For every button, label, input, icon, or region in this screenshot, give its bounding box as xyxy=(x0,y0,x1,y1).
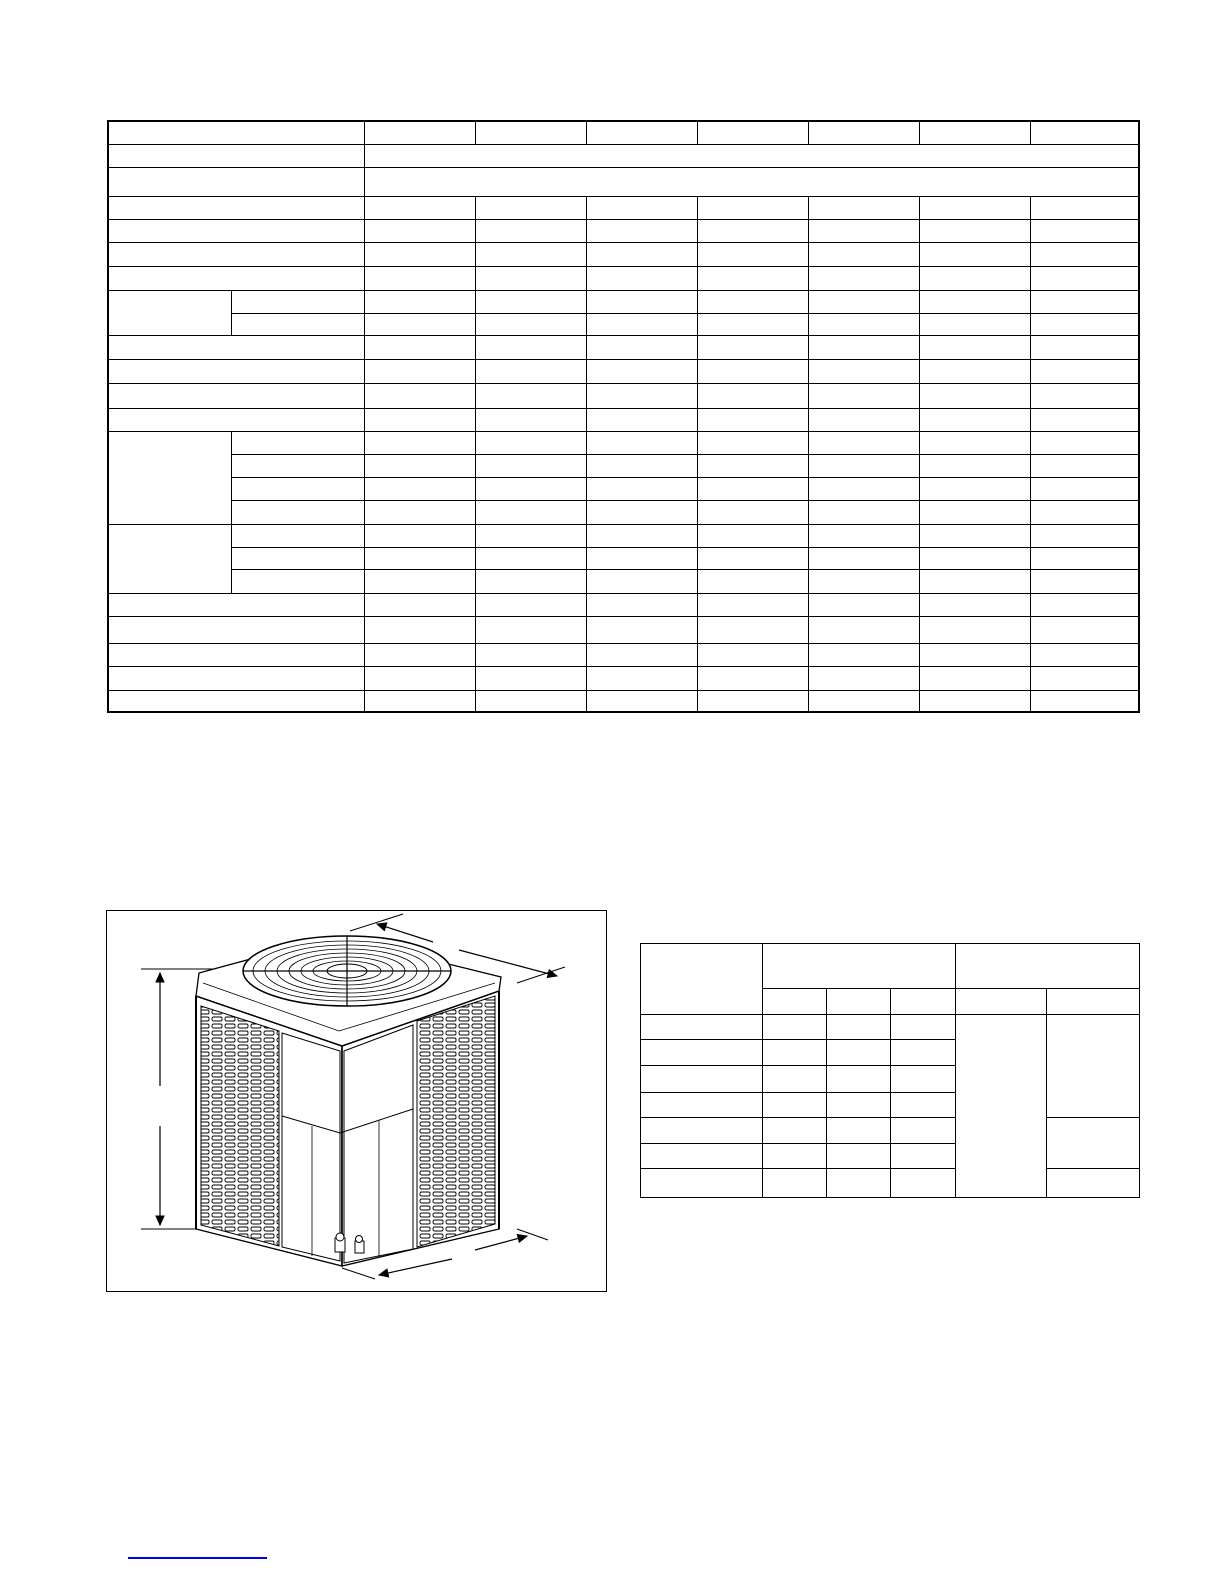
table-row xyxy=(108,431,1139,454)
table-cell xyxy=(1030,408,1139,431)
table-group-cell xyxy=(108,524,231,593)
table-cell xyxy=(808,643,919,666)
table-cell xyxy=(919,313,1030,335)
table-cell xyxy=(108,266,364,290)
table-cell xyxy=(808,616,919,643)
table-cell xyxy=(697,408,808,431)
table-cell xyxy=(231,290,364,313)
table-cell xyxy=(586,408,697,431)
table-cell xyxy=(586,359,697,383)
table-row xyxy=(108,477,1139,500)
table-cell xyxy=(919,242,1030,266)
table-cell xyxy=(919,408,1030,431)
table-cell xyxy=(919,500,1030,524)
table-cell xyxy=(1030,121,1139,144)
table-row xyxy=(108,690,1139,712)
table-cell xyxy=(1030,359,1139,383)
table-cell xyxy=(919,524,1030,547)
table-cell xyxy=(919,643,1030,666)
table-cell xyxy=(891,1143,956,1168)
table-cell xyxy=(808,242,919,266)
table-header-cell xyxy=(763,989,827,1015)
table-cell xyxy=(919,359,1030,383)
table-cell xyxy=(697,690,808,712)
table-cell xyxy=(827,1015,891,1040)
table-cell xyxy=(919,666,1030,690)
table-header-cell xyxy=(956,989,1047,1015)
table-cell xyxy=(697,477,808,500)
table-cell xyxy=(1030,335,1139,359)
table-cell xyxy=(919,616,1030,643)
table-cell xyxy=(1030,616,1139,643)
table-cell xyxy=(891,1168,956,1197)
table-cell xyxy=(697,196,808,219)
table-cell xyxy=(1030,547,1139,569)
table-cell xyxy=(641,1015,763,1040)
table-cell xyxy=(475,477,586,500)
table-cell xyxy=(364,524,475,547)
table-cell xyxy=(1047,1015,1140,1117)
table-cell xyxy=(475,242,586,266)
table-cell xyxy=(891,1066,956,1092)
table-cell xyxy=(808,335,919,359)
table-row xyxy=(108,219,1139,242)
table-row xyxy=(108,593,1139,616)
table-cell xyxy=(1030,643,1139,666)
table-cell xyxy=(586,242,697,266)
table-cell xyxy=(697,242,808,266)
table-cell xyxy=(364,359,475,383)
table-cell xyxy=(364,454,475,477)
table-cell xyxy=(827,1066,891,1092)
table-row xyxy=(108,500,1139,524)
table-cell xyxy=(475,383,586,408)
table-cell xyxy=(919,219,1030,242)
table-cell xyxy=(475,313,586,335)
table-cell xyxy=(475,690,586,712)
dimension-table xyxy=(640,943,1140,1198)
table-cell xyxy=(641,1117,763,1143)
table-row xyxy=(108,359,1139,383)
table-row xyxy=(108,121,1139,144)
table-cell xyxy=(697,524,808,547)
table-cell xyxy=(364,408,475,431)
table-header-cell xyxy=(891,989,956,1015)
table-cell xyxy=(475,335,586,359)
table-cell xyxy=(586,121,697,144)
table-cell xyxy=(827,1168,891,1197)
table-cell xyxy=(108,408,364,431)
table-group-cell xyxy=(108,431,231,524)
table-cell xyxy=(586,569,697,593)
table-cell xyxy=(364,643,475,666)
table-cell xyxy=(1047,1168,1140,1197)
table-cell xyxy=(475,500,586,524)
table-cell xyxy=(231,547,364,569)
table-row xyxy=(108,616,1139,643)
table-cell xyxy=(586,524,697,547)
table-cell xyxy=(108,144,364,167)
table-cell xyxy=(364,383,475,408)
table-cell xyxy=(891,1015,956,1040)
table-cell xyxy=(231,477,364,500)
table-cell xyxy=(364,196,475,219)
table-cell xyxy=(1030,690,1139,712)
table-header-row xyxy=(641,944,1140,989)
table-cell xyxy=(231,569,364,593)
fan-grille-icon xyxy=(243,936,451,1006)
table-cell xyxy=(919,690,1030,712)
table-cell xyxy=(919,290,1030,313)
table-cell xyxy=(1030,242,1139,266)
table-header-cell xyxy=(641,944,763,1015)
table-cell xyxy=(586,593,697,616)
table-cell xyxy=(808,196,919,219)
table-cell xyxy=(364,313,475,335)
table-cell xyxy=(364,242,475,266)
table-cell xyxy=(763,1040,827,1066)
table-cell xyxy=(364,547,475,569)
table-cell xyxy=(763,1015,827,1040)
table-cell xyxy=(1030,666,1139,690)
unit-dimensions-figure xyxy=(106,910,607,1292)
table-cell xyxy=(475,666,586,690)
table-row xyxy=(108,196,1139,219)
table-cell xyxy=(475,266,586,290)
table-row xyxy=(108,569,1139,593)
table-cell xyxy=(919,335,1030,359)
table-cell xyxy=(231,431,364,454)
table-cell xyxy=(808,477,919,500)
table-cell xyxy=(891,1092,956,1117)
table-cell xyxy=(475,593,586,616)
table-row xyxy=(108,313,1139,335)
table-cell xyxy=(108,219,364,242)
table-cell xyxy=(919,569,1030,593)
table-header-cell xyxy=(827,989,891,1015)
table-cell xyxy=(697,290,808,313)
table-cell xyxy=(108,359,364,383)
table-cell xyxy=(364,431,475,454)
table-cell xyxy=(108,616,364,643)
table-cell xyxy=(231,524,364,547)
table-cell xyxy=(808,431,919,454)
table-cell xyxy=(475,616,586,643)
table-cell xyxy=(697,266,808,290)
table-cell xyxy=(364,144,1139,167)
table-cell xyxy=(475,524,586,547)
table-cell xyxy=(475,547,586,569)
table-cell xyxy=(697,454,808,477)
table-cell xyxy=(475,643,586,666)
table-cell xyxy=(697,616,808,643)
table-cell xyxy=(641,1092,763,1117)
table-row xyxy=(641,1117,1140,1143)
table-cell xyxy=(697,313,808,335)
table-row xyxy=(108,547,1139,569)
table-cell xyxy=(697,643,808,666)
table-cell xyxy=(586,616,697,643)
table-cell xyxy=(808,359,919,383)
table-cell xyxy=(586,643,697,666)
table-cell xyxy=(364,167,1139,196)
table-cell xyxy=(586,500,697,524)
table-header-cell xyxy=(763,944,956,989)
table-row xyxy=(108,408,1139,431)
table-cell xyxy=(364,666,475,690)
table-cell xyxy=(1030,500,1139,524)
table-cell xyxy=(827,1143,891,1168)
table-cell xyxy=(919,266,1030,290)
table-cell xyxy=(586,383,697,408)
table-cell xyxy=(1030,313,1139,335)
table-cell xyxy=(697,431,808,454)
table-cell xyxy=(231,313,364,335)
table-cell xyxy=(697,359,808,383)
table-row xyxy=(108,335,1139,359)
table-cell xyxy=(919,121,1030,144)
table-cell xyxy=(586,290,697,313)
table-group-cell xyxy=(108,290,231,335)
table-cell xyxy=(108,690,364,712)
table-cell xyxy=(891,1117,956,1143)
table-cell xyxy=(808,219,919,242)
table-cell xyxy=(475,408,586,431)
table-cell xyxy=(808,266,919,290)
table-cell xyxy=(1030,524,1139,547)
table-cell xyxy=(697,335,808,359)
table-cell xyxy=(1030,219,1139,242)
table-cell xyxy=(763,1092,827,1117)
footer-link[interactable] xyxy=(128,1557,267,1559)
table-cell xyxy=(364,290,475,313)
table-cell xyxy=(364,266,475,290)
table-cell xyxy=(231,454,364,477)
table-cell xyxy=(763,1066,827,1092)
table-cell xyxy=(1030,569,1139,593)
table-cell xyxy=(919,477,1030,500)
table-cell xyxy=(1030,431,1139,454)
table-cell xyxy=(808,666,919,690)
table-cell xyxy=(697,666,808,690)
table-cell xyxy=(108,593,364,616)
table-cell xyxy=(108,335,364,359)
table-row xyxy=(108,266,1139,290)
table-row xyxy=(108,643,1139,666)
table-cell xyxy=(808,569,919,593)
table-cell xyxy=(475,359,586,383)
table-cell xyxy=(641,1168,763,1197)
table-cell xyxy=(1030,266,1139,290)
table-cell xyxy=(1030,290,1139,313)
table-cell xyxy=(108,196,364,219)
table-cell xyxy=(364,335,475,359)
table-row xyxy=(108,290,1139,313)
table-cell xyxy=(763,1143,827,1168)
table-cell xyxy=(475,431,586,454)
table-cell xyxy=(808,690,919,712)
table-row xyxy=(108,144,1139,167)
table-cell xyxy=(919,547,1030,569)
table-cell xyxy=(231,500,364,524)
table-cell xyxy=(808,121,919,144)
table-cell xyxy=(586,266,697,290)
table-row xyxy=(108,242,1139,266)
table-cell xyxy=(475,121,586,144)
table-cell xyxy=(808,408,919,431)
table-cell xyxy=(364,569,475,593)
table-cell xyxy=(108,383,364,408)
table-cell xyxy=(808,290,919,313)
table-cell xyxy=(108,242,364,266)
table-cell xyxy=(808,500,919,524)
table-cell xyxy=(919,383,1030,408)
table-row xyxy=(108,167,1139,196)
table-header-cell xyxy=(956,944,1140,989)
table-cell xyxy=(808,593,919,616)
table-cell xyxy=(808,454,919,477)
table-header-cell xyxy=(1047,989,1140,1015)
table-cell xyxy=(697,500,808,524)
table-cell xyxy=(364,616,475,643)
table-cell xyxy=(586,477,697,500)
table-cell xyxy=(586,219,697,242)
table-cell xyxy=(763,1168,827,1197)
table-cell xyxy=(1047,1117,1140,1168)
table-cell xyxy=(475,454,586,477)
table-cell xyxy=(919,431,1030,454)
table-cell xyxy=(808,547,919,569)
table-cell xyxy=(586,335,697,359)
table-cell xyxy=(364,690,475,712)
table-cell xyxy=(364,593,475,616)
spec-table xyxy=(107,120,1140,713)
table-cell xyxy=(641,1066,763,1092)
table-cell xyxy=(827,1040,891,1066)
table-cell xyxy=(641,1143,763,1168)
table-cell xyxy=(364,500,475,524)
table-cell xyxy=(1030,593,1139,616)
table-cell xyxy=(475,569,586,593)
table-cell xyxy=(697,219,808,242)
table-cell xyxy=(697,121,808,144)
table-cell xyxy=(1030,454,1139,477)
table-cell xyxy=(1030,477,1139,500)
table-cell xyxy=(586,547,697,569)
table-cell xyxy=(586,690,697,712)
table-cell xyxy=(697,593,808,616)
table-cell xyxy=(763,1117,827,1143)
table-cell xyxy=(956,1015,1047,1198)
table-row xyxy=(108,666,1139,690)
table-cell xyxy=(827,1092,891,1117)
table-cell xyxy=(808,524,919,547)
table-cell xyxy=(808,313,919,335)
table-cell xyxy=(586,431,697,454)
table-cell xyxy=(586,313,697,335)
table-cell xyxy=(108,121,364,144)
table-cell xyxy=(808,383,919,408)
table-row xyxy=(108,383,1139,408)
table-cell xyxy=(586,196,697,219)
table-cell xyxy=(108,643,364,666)
table-cell xyxy=(586,666,697,690)
table-cell xyxy=(919,196,1030,219)
table-cell xyxy=(697,383,808,408)
table-cell xyxy=(475,196,586,219)
table-cell xyxy=(641,1040,763,1066)
table-cell xyxy=(364,219,475,242)
table-cell xyxy=(475,290,586,313)
table-row xyxy=(641,1168,1140,1197)
table-cell xyxy=(364,121,475,144)
table-row xyxy=(641,1015,1140,1040)
table-cell xyxy=(697,547,808,569)
table-cell xyxy=(827,1117,891,1143)
table-cell xyxy=(1030,383,1139,408)
table-row xyxy=(108,454,1139,477)
table-cell xyxy=(1030,196,1139,219)
table-cell xyxy=(586,454,697,477)
table-cell xyxy=(919,454,1030,477)
table-row xyxy=(108,524,1139,547)
table-cell xyxy=(364,477,475,500)
condensing-unit-illustration xyxy=(107,911,606,1291)
table-cell xyxy=(108,167,364,196)
table-cell xyxy=(108,666,364,690)
table-cell xyxy=(891,1040,956,1066)
table-cell xyxy=(697,569,808,593)
table-cell xyxy=(919,593,1030,616)
table-cell xyxy=(475,219,586,242)
